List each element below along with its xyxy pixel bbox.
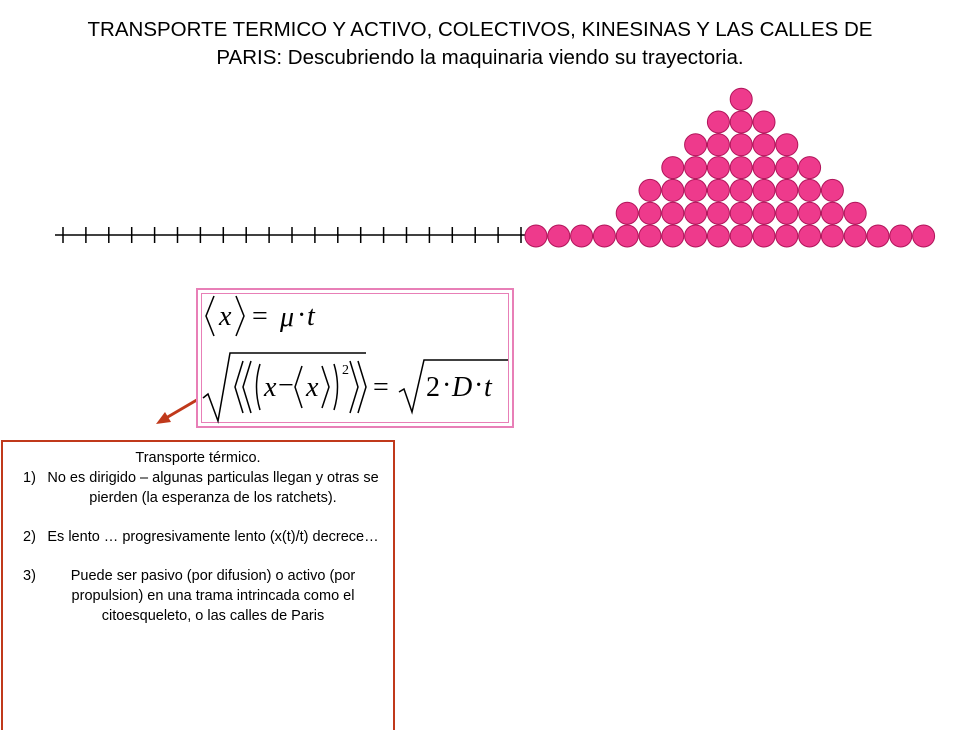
notes-item-text: Puede ser pasivo (por difusion) o activo (por propulsion) en una trama intrincada como el citoesqueleto, o las calles de Paris [70, 568, 356, 624]
particle [616, 225, 638, 247]
formula-equals-1: = [252, 301, 268, 332]
particle [776, 179, 798, 201]
particle [548, 225, 570, 247]
particle [616, 202, 638, 224]
particle [707, 202, 729, 224]
particle [571, 225, 593, 247]
particle [799, 157, 821, 179]
formula-dot-1: · [297, 300, 307, 331]
particle [867, 225, 889, 247]
formula-x: x [264, 372, 277, 403]
particle [639, 179, 661, 201]
particle [707, 111, 729, 133]
number-line-ticks [63, 227, 521, 243]
particle [890, 225, 912, 247]
particle [730, 88, 752, 110]
formula-minus: − [278, 370, 294, 401]
particle [753, 202, 775, 224]
particle [799, 179, 821, 201]
slide-title: TRANSPORTE TERMICO Y ACTIVO, COLECTIVOS, KINESINAS Y LAS CALLES DE PARIS: Descubriendo la maquinaria viendo su trayectoria. [87, 18, 873, 69]
notes-item-text: Es lento … progresivamente lento (x(t)/t) decrece… [47, 529, 379, 545]
formula-two: 2 [426, 372, 440, 403]
particle [685, 225, 707, 247]
particle [707, 134, 729, 156]
particle [685, 134, 707, 156]
particle [707, 157, 729, 179]
particle [821, 179, 843, 201]
particle [844, 225, 866, 247]
particle [844, 202, 866, 224]
particle [730, 134, 752, 156]
particle [913, 225, 935, 247]
particle [753, 225, 775, 247]
particle [753, 111, 775, 133]
particle [753, 157, 775, 179]
formula-box [196, 288, 514, 428]
particle [753, 134, 775, 156]
particle [593, 225, 615, 247]
notes-item [11, 468, 385, 508]
formula-rendering [198, 290, 516, 430]
formula-mu: μ [280, 302, 295, 333]
notes-heading: Transporte térmico. [135, 450, 261, 466]
particle [821, 225, 843, 247]
particle [525, 225, 547, 247]
formula-dot-2: · [442, 370, 452, 401]
particle [662, 179, 684, 201]
particle [821, 202, 843, 224]
particle [730, 157, 752, 179]
formula-d: D [452, 372, 473, 403]
particle [685, 179, 707, 201]
particle [799, 225, 821, 247]
particle [730, 225, 752, 247]
formula-t-1: t [307, 301, 315, 332]
particle [799, 202, 821, 224]
formula-rms-displacement [203, 353, 508, 421]
notes-item-number: 3) [23, 568, 36, 584]
particle [776, 134, 798, 156]
formula-equals-2: = [373, 372, 389, 403]
formula-mean-position [206, 296, 316, 336]
particle [707, 179, 729, 201]
particle [730, 179, 752, 201]
particle [662, 225, 684, 247]
particle [707, 225, 729, 247]
particle [662, 157, 684, 179]
notes-item-number: 2) [23, 529, 36, 545]
particle [776, 157, 798, 179]
formula-dot-3: · [474, 370, 484, 401]
particle [730, 202, 752, 224]
particle [639, 202, 661, 224]
formula-t-2: t [484, 372, 492, 403]
particle [776, 202, 798, 224]
particle [685, 202, 707, 224]
notes-item-text: No es dirigido – algunas particulas llegan y otras se pierden (la esperanza de los ratchets). [47, 470, 379, 506]
formula-superscript: 2 [342, 363, 349, 378]
formula-mean-x-inner: x [306, 372, 319, 403]
particle-pile [525, 88, 935, 247]
particle [730, 111, 752, 133]
particle [776, 225, 798, 247]
particle [662, 202, 684, 224]
notes-item [11, 566, 385, 626]
notes-list [11, 468, 385, 626]
thermal-transport-notes [1, 440, 395, 730]
notes-item [11, 527, 385, 547]
particle [685, 157, 707, 179]
formula-mean-x: x [219, 301, 232, 332]
particle [753, 179, 775, 201]
particle [639, 225, 661, 247]
notes-item-number: 1) [23, 470, 36, 486]
